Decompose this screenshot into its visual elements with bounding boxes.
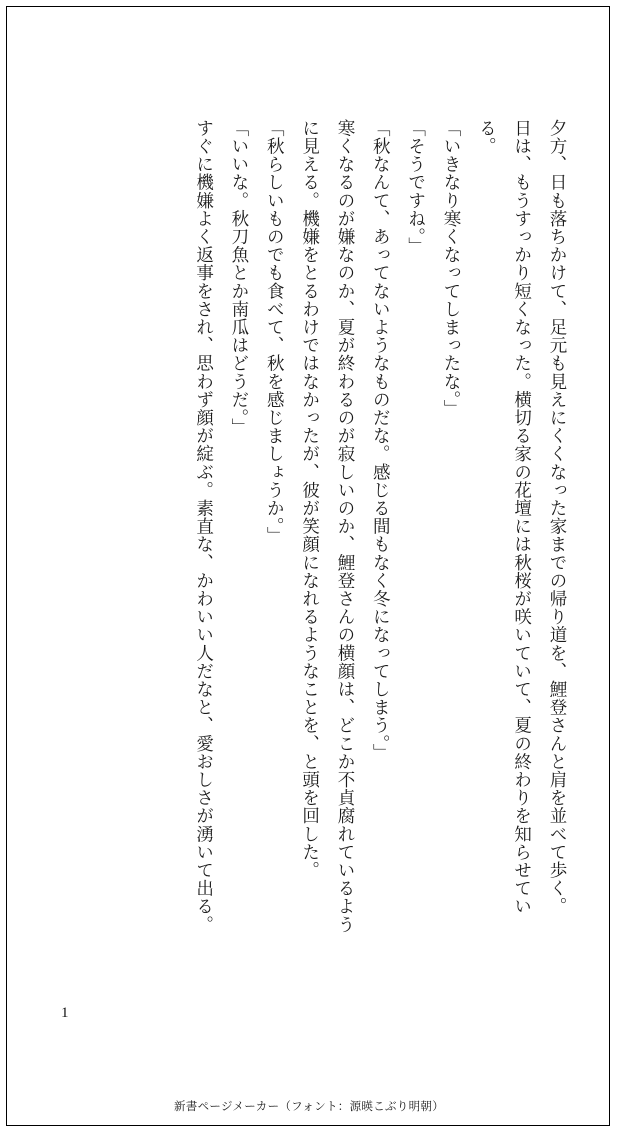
paragraph: 「いきなり寒くなってしまったな。」	[441, 119, 462, 418]
paragraph: 「いいな。秋刀魚とか南瓜はどうだ。」	[229, 119, 250, 437]
vertical-text-body	[47, 119, 575, 949]
paragraph: 「そうですね。」	[406, 119, 427, 256]
paragraph: 寒くなるのが嫌なのか、夏が終わるのが寂しいのか、鯉登さんの横顔は、どこか不貞腐れているように見える。機嫌をとるわけではなかったが、彼が笑顔になれるようなことを、と頭を回した。	[300, 119, 356, 934]
page-frame	[6, 6, 610, 1126]
paragraph: すぐに機嫌よく返事をされ、思わず顔が綻ぶ。素直な、かわいい人だなと、愛おしさが湧いて出る。	[194, 119, 215, 934]
paragraph: 日は、もうすっかり短くなった。横切る家の花壇には秋桜が咲いていて、夏の終わりを知らせている。	[477, 119, 533, 916]
page-number: 1	[61, 1005, 69, 1021]
footer-credit: 新書ページメーカー（フォント：源暎こぶり明朝）	[173, 1101, 445, 1113]
paragraph: 「秋らしいものでも食べて、秋を感じましょうか。」	[265, 119, 286, 545]
paragraph: 夕方、日も落ちかけて、足元も見えにくくなった家までの帰り道を、鯉登さんと肩を並べて歩く。	[548, 119, 568, 916]
paragraph: 「秋なんて、あってないようなものだな。感じる間もなく冬になってしまう。」	[371, 119, 392, 762]
